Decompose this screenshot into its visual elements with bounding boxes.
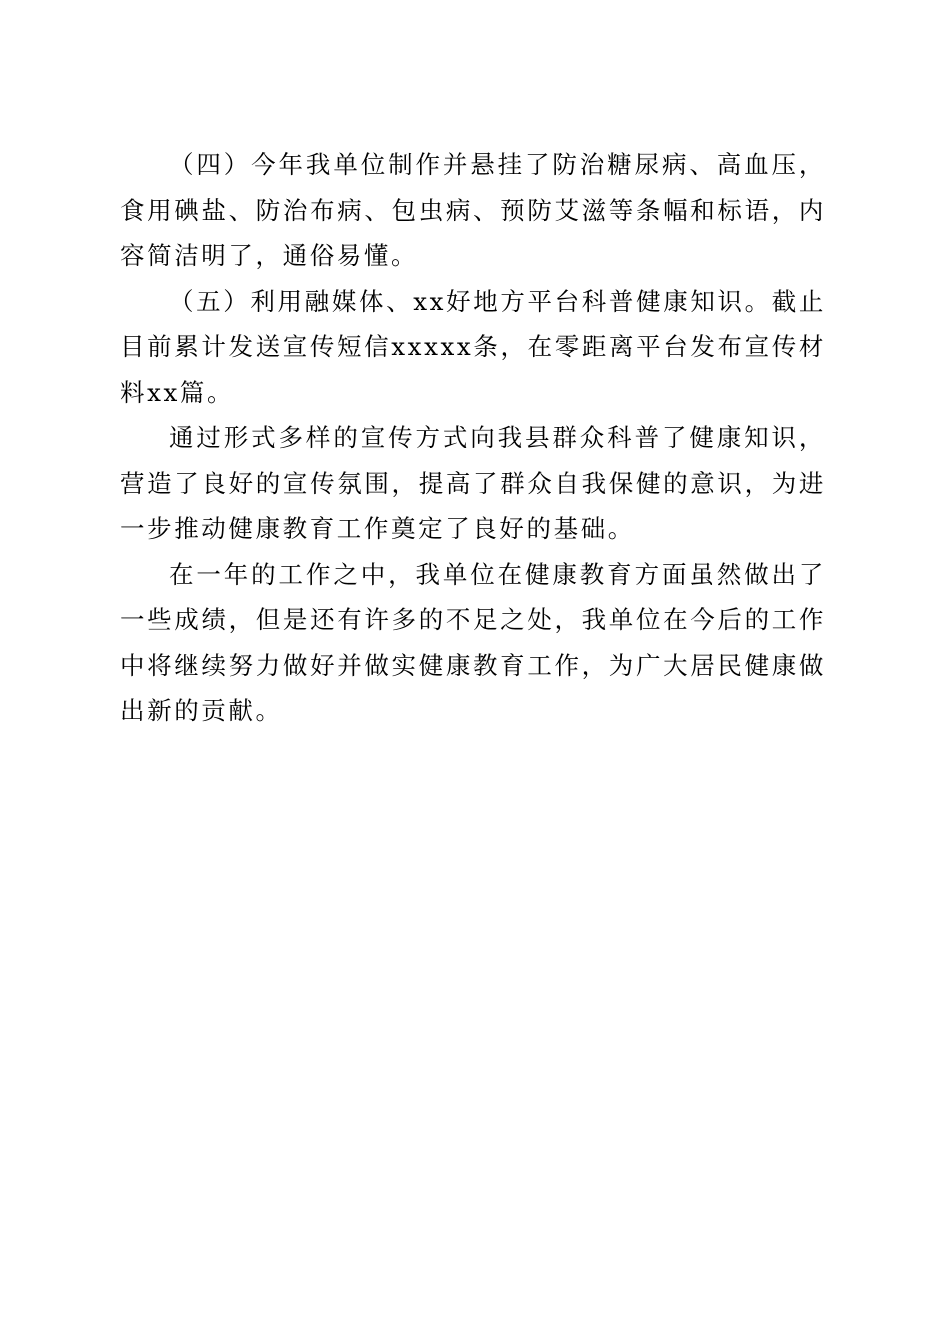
paragraph-summary: 通过形式多样的宣传方式向我县群众科普了健康知识，营造了良好的宣传氛围，提高了群众自我保健的意识，为进一步推动健康教育工作奠定了良好的基础。 [120,423,826,543]
document-body [120,142,826,734]
paragraph-section-four: （四）今年我单位制作并悬挂了防治糖尿病、高血压，食用碘盐、防治布病、包虫病、预防艾滋等条幅和标语，内容简洁明了，通俗易懂。 [120,150,826,270]
paragraph-conclusion: 在一年的工作之中，我单位在健康教育方面虽然做出了一些成绩，但是还有许多的不足之处，我单位在今后的工作中将继续努力做好并做实健康教育工作，为广大居民健康做出新的贡献。 [120,559,826,725]
paragraph-section-five: （五）利用融媒体、xx好地方平台科普健康知识。截止目前累计发送宣传短信xxxxx条，在零距离平台发布宣传材料xx篇。 [120,286,826,407]
